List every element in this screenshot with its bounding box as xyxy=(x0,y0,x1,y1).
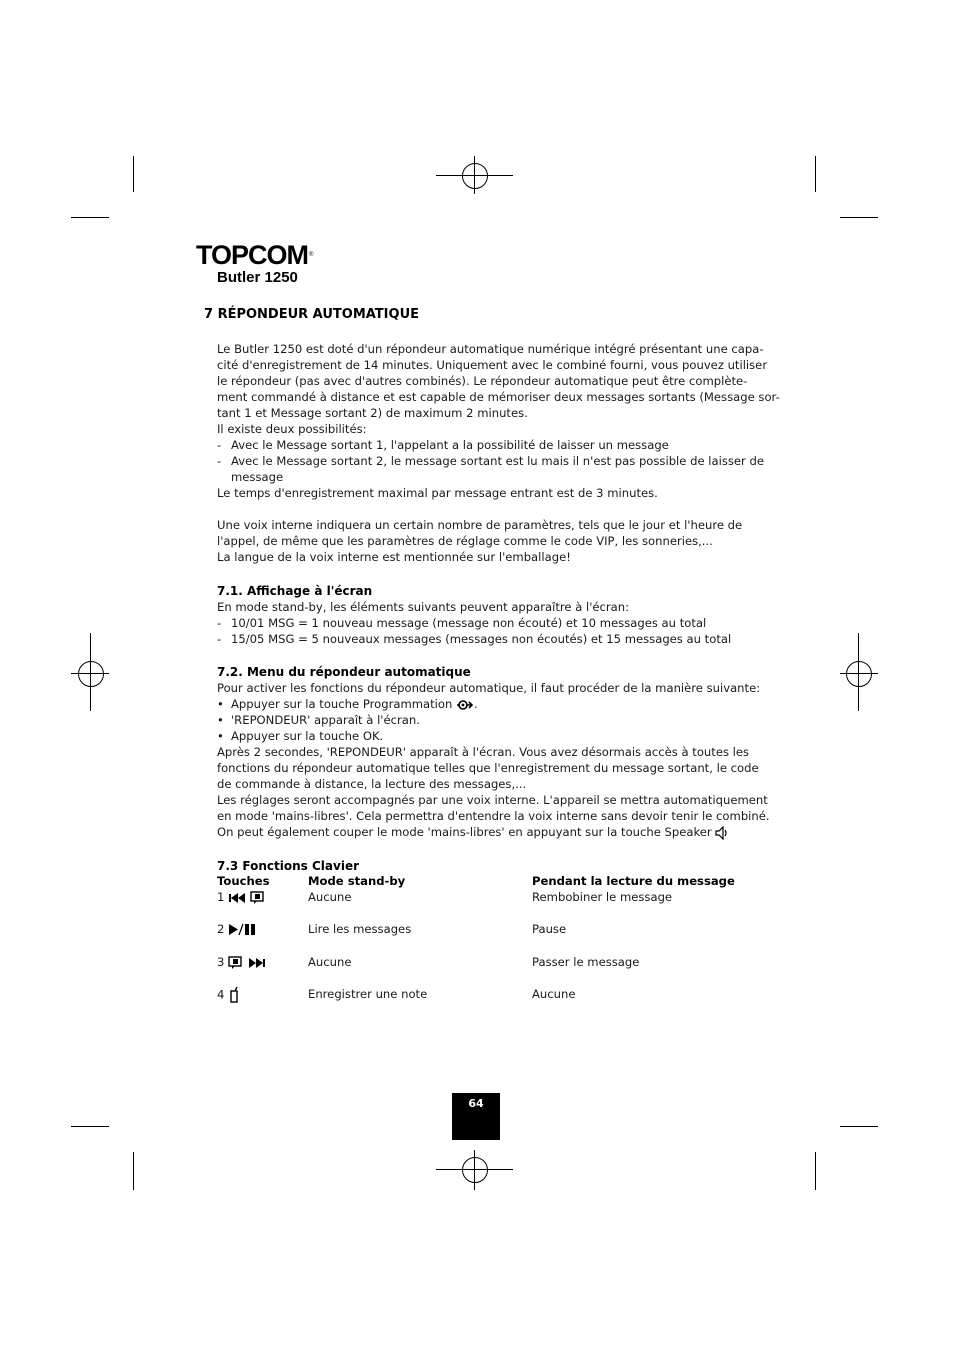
paragraph-line: Pour activer les fonctions du répondeur automatique, il faut procéder de la manière suivante: xyxy=(217,681,761,695)
crop-mark xyxy=(133,1152,134,1190)
paragraph-line: de commande à distance, la lecture des messages,... xyxy=(217,777,527,791)
forward-icon xyxy=(248,957,266,969)
list-item: - Avec le Message sortant 1, l'appelant a la possibilité de laisser un message xyxy=(217,438,669,452)
paragraph-line: Les réglages seront accompagnés par une voix interne. L'appareil se mettra automatiquement xyxy=(217,793,768,807)
key-cell: 3 xyxy=(217,955,266,970)
section-7-3-title xyxy=(217,858,747,874)
paragraph-line: en mode 'mains-libres'. Cela permettra d'entendre la voix interne sans devoir tenir le combiné. xyxy=(217,809,770,823)
page-number: 64 xyxy=(452,1093,500,1140)
list-item: - 15/05 MSG = 5 nouveaux messages (messages non écoutés) et 15 messages au total xyxy=(217,632,732,646)
speaker-icon xyxy=(715,826,729,840)
subsection-title: 7.2. Menu du répondeur automatique xyxy=(217,665,471,679)
paragraph-line: La langue de la voix interne est mentionnée sur l'emballage! xyxy=(217,550,571,564)
subsection-title: 7.1. Affichage à l'écran xyxy=(217,584,373,598)
section-title: 7 RÉPONDEUR AUTOMATIQUE xyxy=(204,307,420,322)
paragraph-line: fonctions du répondeur automatique telles que l'enregistrement du message sortant, le code xyxy=(217,761,759,775)
paragraph-line: l'appel, de même que les paramètres de réglage comme le code VIP, les sonneries,... xyxy=(217,534,713,548)
header-standby: Mode stand-by xyxy=(308,874,406,888)
key-cell: 2 xyxy=(217,922,258,936)
list-item-continuation: message xyxy=(231,470,284,484)
crop-mark xyxy=(815,156,816,192)
list-item: • 'REPONDEUR' apparaît à l'écran. xyxy=(217,713,420,727)
paragraph-line: Le temps d'enregistrement maximal par message entrant est de 3 minutes. xyxy=(217,486,658,500)
standby-cell: Lire les messages xyxy=(308,922,412,936)
paragraph-line: ment commandé à distance et est capable de mémoriser deux messages sortants (Message sor- xyxy=(217,390,780,404)
crop-mark xyxy=(840,1126,878,1127)
paragraph-line: Une voix interne indiquera un certain nombre de paramètres, tels que le jour et l'heure de xyxy=(217,518,743,532)
programming-key-icon xyxy=(456,699,474,711)
paragraph-line: tant 1 et Message sortant 2) de maximum 2 minutes. xyxy=(217,406,528,420)
paragraph-line: On peut également couper le mode 'mains-libres' en appuyant sur la touche Speaker xyxy=(217,824,747,840)
playback-cell: Passer le message xyxy=(532,955,640,969)
list-item: • Appuyer sur la touche OK. xyxy=(217,729,384,743)
crop-mark xyxy=(815,1152,816,1190)
crop-mark xyxy=(71,1126,109,1127)
intro-block xyxy=(217,341,780,565)
subsection-title: 7.3 Fonctions Clavier xyxy=(217,859,360,873)
memo-icon xyxy=(228,987,240,1003)
voice-icon xyxy=(250,891,266,905)
paragraph-line: En mode stand-by, les éléments suivants peuvent apparaître à l'écran: xyxy=(217,600,630,614)
list-item: - Avec le Message sortant 2, le message sortant est lu mais il n'est pas possible de laisser de xyxy=(217,454,764,468)
paragraph-line: le répondeur (pas avec d'autres combinés). Le répondeur automatique peut être complète- xyxy=(217,374,748,388)
list-item: • Appuyer sur la touche Programmation . xyxy=(217,697,478,711)
playback-cell: Rembobiner le message xyxy=(532,890,673,904)
crop-mark xyxy=(840,217,878,218)
crop-mark xyxy=(71,217,109,218)
key-cell: 4 xyxy=(217,987,240,1003)
model-name: Butler 1250 xyxy=(217,269,298,286)
section-7-2 xyxy=(217,664,770,840)
paragraph-line: cité d'enregistrement de 14 minutes. Uniquement avec le combiné fourni, vous pouvez utiliser xyxy=(217,358,768,372)
rewind-icon xyxy=(228,892,246,904)
standby-cell: Enregistrer une note xyxy=(308,987,428,1001)
voice-icon xyxy=(228,956,244,970)
playback-cell: Aucune xyxy=(532,987,576,1001)
paragraph-line: Le Butler 1250 est doté d'un répondeur automatique numérique intégré présentant une capa- xyxy=(217,342,764,356)
playback-cell: Pause xyxy=(532,922,567,936)
paragraph-line: Après 2 secondes, 'REPONDEUR' apparaît à l'écran. Vous avez désormais accès à toutes les xyxy=(217,745,750,759)
section-7-1 xyxy=(217,583,747,647)
key-cell: 1 xyxy=(217,890,266,905)
header-playback: Pendant la lecture du message xyxy=(532,874,735,888)
topcom-logo: TOPCOM® xyxy=(196,240,313,270)
list-item: - 10/01 MSG = 1 nouveau message (message non écouté) et 10 messages au total xyxy=(217,616,707,630)
header-keys: Touches xyxy=(217,874,270,888)
standby-cell: Aucune xyxy=(308,955,352,969)
play-pause-icon xyxy=(228,923,258,936)
paragraph-line: Il existe deux possibilités: xyxy=(217,422,367,436)
crop-mark xyxy=(133,156,134,192)
standby-cell: Aucune xyxy=(308,890,352,904)
